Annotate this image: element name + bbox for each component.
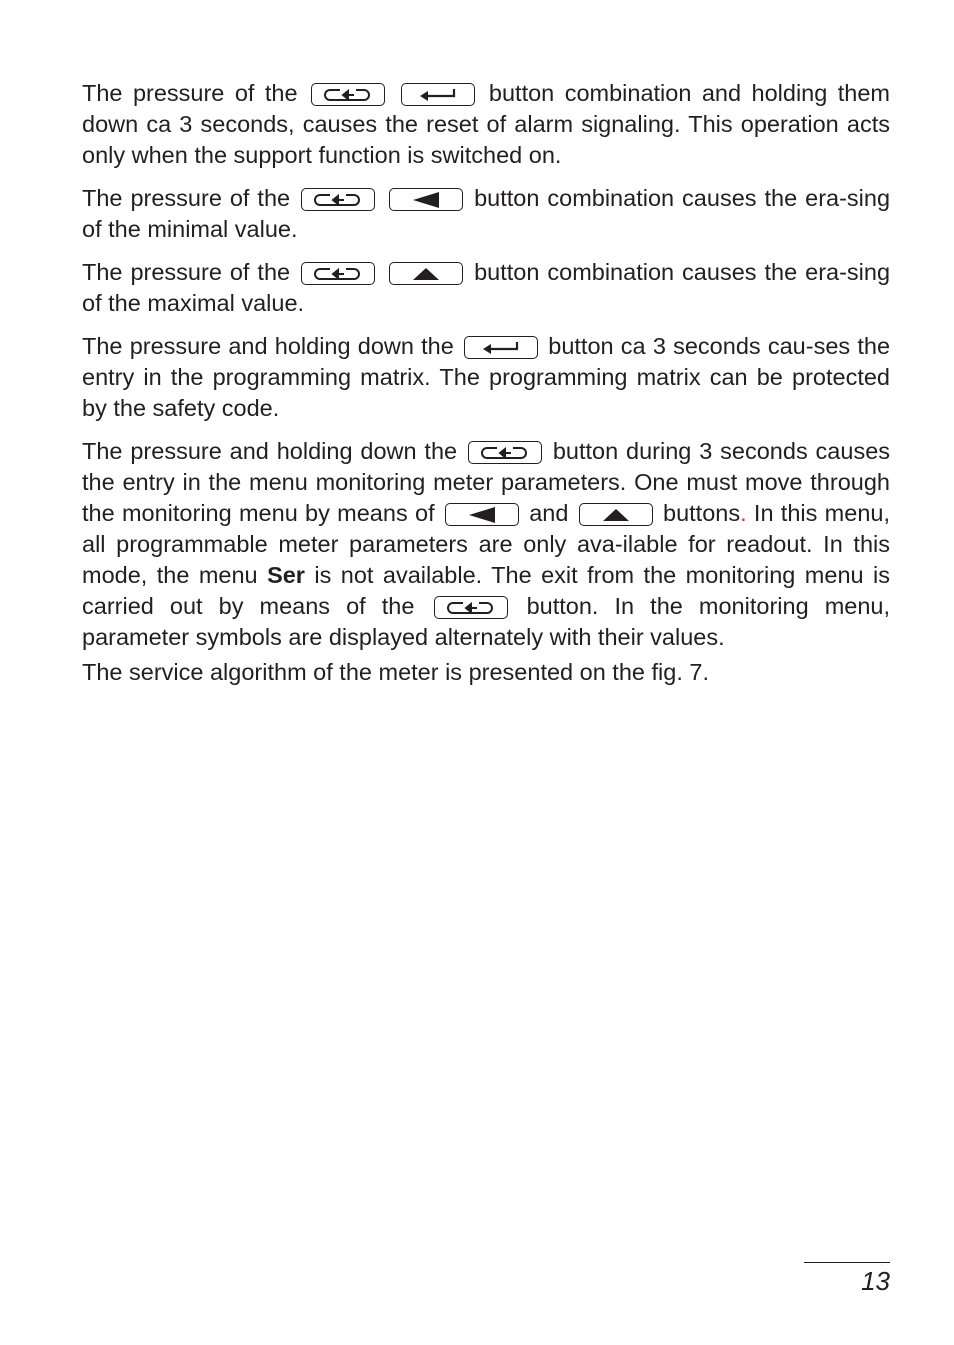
paragraph-text: buttons [663, 500, 741, 526]
paragraph-text: The pressure of the [82, 259, 291, 285]
paragraph-text: The pressure of the [82, 80, 298, 106]
escape-key-icon [311, 83, 385, 106]
paragraph-text: is not available. The exit from the monitoring menu is carried out by means of the [82, 562, 890, 619]
paragraph-erase-min [82, 183, 890, 245]
paragraph-programming-matrix [82, 331, 890, 424]
paragraph-monitoring-menu [82, 436, 890, 653]
paragraph-text: The pressure and holding down the [82, 333, 454, 359]
escape-key-icon [301, 262, 375, 285]
escape-key-icon [301, 188, 375, 211]
paragraph-text: The pressure and holding down the [82, 438, 458, 464]
paragraph-text: and [529, 500, 569, 526]
menu-ser-label: Ser [267, 562, 305, 588]
document-body [82, 78, 890, 688]
paragraph-text: button ca 3 seconds cau-ses the entry in the programming matrix. The programming matrix can be protected by the safety code. [82, 333, 891, 421]
page-number-rule [804, 1262, 890, 1263]
escape-key-icon [434, 596, 508, 619]
enter-key-icon [464, 336, 538, 359]
left-arrow-key-icon [389, 188, 463, 211]
page-number: 13 [861, 1266, 890, 1296]
paragraph-text: button combination causes the era-sing of the minimal value. [82, 185, 891, 242]
paragraph-text: button during 3 seconds causes the entry in the menu monitoring meter parameters. One must move through the monitoring menu by means of [82, 438, 891, 526]
left-arrow-key-icon [445, 503, 519, 526]
paragraph-text: button. In the monitoring menu, parameter symbols are displayed alternately with their values. [82, 593, 891, 650]
up-arrow-key-icon [389, 262, 463, 285]
paragraph-erase-max [82, 257, 890, 319]
paragraph-text: In this menu, all programmable meter parameters are only ava-ilable for readout. In this mode, the menu [82, 500, 890, 588]
paragraph-text: The pressure of the [82, 185, 291, 211]
paragraph-service-algorithm: The service algorithm of the meter is presented on the fig. 7. [82, 659, 709, 685]
paragraph-text: button combination and holding them down ca 3 seconds, causes the reset of alarm signaling. This operation acts only when the support function is switched on. [82, 80, 890, 168]
enter-key-icon [401, 83, 475, 106]
up-arrow-key-icon [579, 503, 653, 526]
paragraph-text: button combination causes the era-sing of the maximal value. [82, 259, 891, 316]
paragraph-dot: . [740, 500, 747, 526]
escape-key-icon [468, 441, 542, 464]
paragraph-reset-alarm [82, 78, 890, 171]
